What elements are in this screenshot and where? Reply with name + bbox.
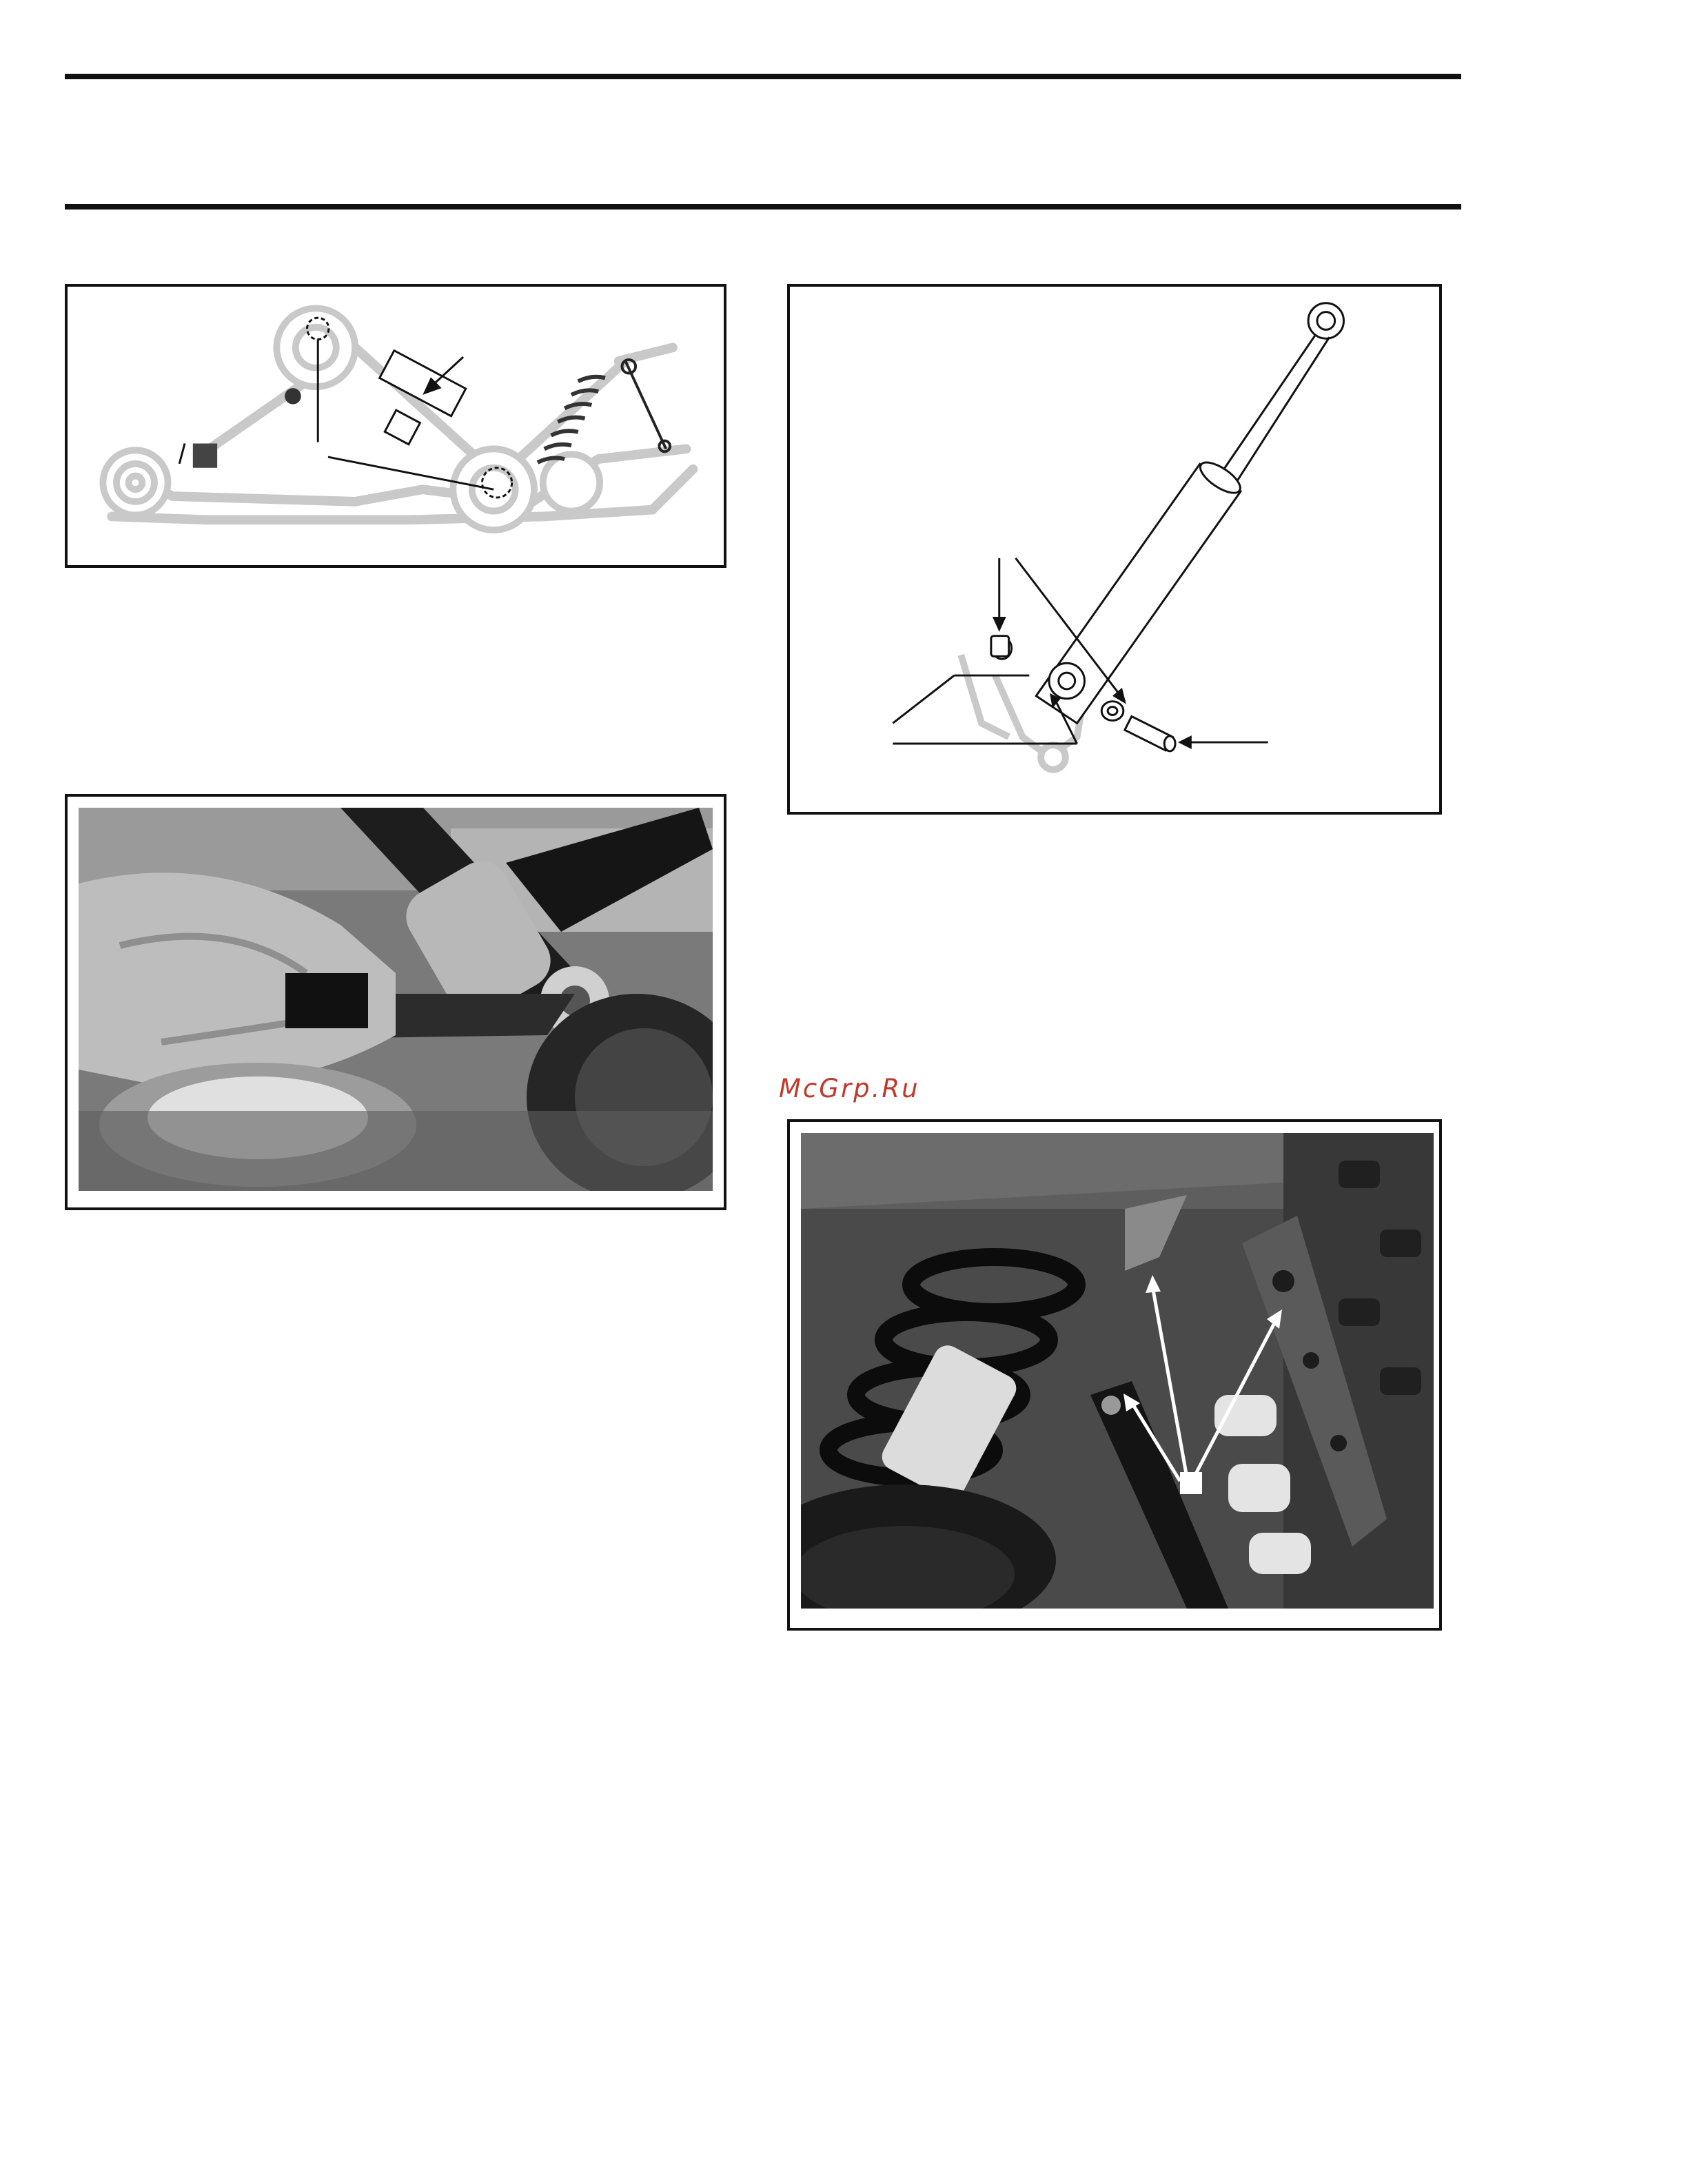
figure-shock-exploded-view bbox=[787, 284, 1442, 815]
figure-photo-shock-removal bbox=[65, 794, 726, 1210]
shock-lower-eye bbox=[1049, 663, 1084, 698]
center-wheel bbox=[453, 449, 534, 530]
shock-exploded-illustration bbox=[790, 287, 1439, 812]
front-arm-bracket bbox=[193, 443, 217, 467]
suspension-illustration bbox=[68, 287, 724, 565]
bushing-right bbox=[1101, 702, 1123, 721]
stopper-strap bbox=[622, 360, 670, 451]
header-rule-bottom bbox=[65, 204, 1461, 210]
photo-hand-tool bbox=[79, 808, 713, 1191]
watermark-text: McGrp.Ru bbox=[779, 1074, 920, 1103]
pivot-bolt bbox=[285, 388, 301, 405]
rear-wheel bbox=[543, 454, 600, 511]
rear-spring bbox=[538, 377, 605, 462]
figure-rear-suspension-drawing bbox=[65, 284, 726, 568]
bushing-left bbox=[991, 636, 1012, 660]
upper-idler-wheel bbox=[276, 308, 355, 387]
photo-suspension-springs bbox=[801, 1133, 1434, 1609]
figure-photo-springs bbox=[787, 1119, 1442, 1631]
callout-label-box bbox=[1180, 1472, 1202, 1494]
sleeve-pin bbox=[1125, 716, 1175, 751]
shock-absorber bbox=[1036, 303, 1343, 724]
front-wheel bbox=[103, 450, 167, 515]
header-rule-top bbox=[65, 74, 1461, 79]
